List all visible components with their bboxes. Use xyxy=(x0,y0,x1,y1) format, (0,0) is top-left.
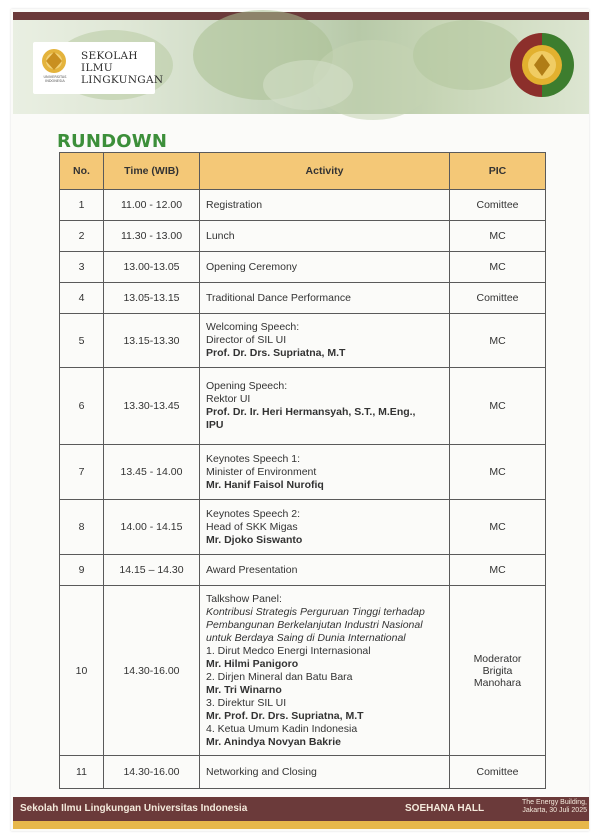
speaker-name: Mr. Djoko Siswanto xyxy=(206,533,303,546)
panelist-role: 1. Dirut Medco Energi Internasional xyxy=(206,644,371,657)
cell-activity: Award Presentation xyxy=(200,555,450,586)
cell-time: 13.45 - 14.00 xyxy=(104,445,200,500)
activity-line: Keynotes Speech 1: xyxy=(206,452,300,465)
cell-time: 14.00 - 14.15 xyxy=(104,500,200,555)
cell-pic: Comittee xyxy=(450,283,546,314)
university-seal-icon xyxy=(509,32,575,98)
speaker-name: Mr. Hanif Faisol Nurofiq xyxy=(206,478,324,491)
cell-no: 10 xyxy=(60,586,104,756)
cell-pic: Comittee xyxy=(450,756,546,789)
cell-activity xyxy=(200,445,450,500)
cell-time: 13.00-13.05 xyxy=(104,252,200,283)
logo-small-text: UNIVERSITAS INDONESIA xyxy=(43,75,67,83)
activity-line: Director of SIL UI xyxy=(206,334,287,346)
cell-pic: MC xyxy=(450,500,546,555)
activity-line: Welcoming Speech: xyxy=(206,321,300,333)
cell-activity: Lunch xyxy=(200,221,450,252)
moderator-name: Brigita xyxy=(482,664,513,677)
cell-time: 13.30-13.45 xyxy=(104,368,200,445)
panelist-name: Mr. Prof. Dr. Drs. Supriatna, M.T xyxy=(206,709,364,722)
cell-activity xyxy=(200,500,450,555)
table-row xyxy=(60,586,546,756)
cell-time: 11.30 - 13.00 xyxy=(104,221,200,252)
activity-line: Minister of Environment xyxy=(206,465,317,478)
moderator-label: Moderator xyxy=(473,652,522,665)
moderator-name: Manohara xyxy=(473,676,522,689)
table-row xyxy=(60,314,546,368)
cell-no: 6 xyxy=(60,368,104,445)
cell-pic: MC xyxy=(450,252,546,283)
cell-no: 9 xyxy=(60,555,104,586)
panel-label: Talkshow Panel: xyxy=(206,592,282,605)
cell-pic: MC xyxy=(450,555,546,586)
speaker-name: Prof. Dr. Ir. Heri Hermansyah, S.T., M.Eng., xyxy=(206,406,416,418)
speaker-name: Prof. Dr. Drs. Supriatna, M.T xyxy=(206,347,346,359)
table-row xyxy=(60,252,546,283)
cell-time: 14.15 – 14.30 xyxy=(104,555,200,586)
footer-org: Sekolah Ilmu Lingkungan Universitas Indonesia xyxy=(20,803,248,814)
panelist-name: Mr. Anindya Novyan Bakrie xyxy=(206,735,341,748)
panel-title: untuk Berdaya Saing di Dunia International xyxy=(206,631,406,644)
table-row xyxy=(60,500,546,555)
cell-activity: Networking and Closing xyxy=(200,756,450,789)
table-row xyxy=(60,368,546,445)
activity-line: Head of SKK Migas xyxy=(206,520,298,533)
footer-hall: SOEHANA HALL xyxy=(405,803,485,814)
cell-no: 7 xyxy=(60,445,104,500)
activity-line: Opening Speech: xyxy=(206,380,288,392)
cell-pic: MC xyxy=(450,221,546,252)
cell-pic: MC xyxy=(450,368,546,445)
panelist-role: 2. Dirjen Mineral dan Batu Bara xyxy=(206,670,353,683)
cell-no: 1 xyxy=(60,190,104,221)
cell-no: 2 xyxy=(60,221,104,252)
cell-pic: MC xyxy=(450,445,546,500)
cell-time: 14.30-16.00 xyxy=(104,756,200,789)
footer-stripe xyxy=(13,821,589,829)
table-header-row xyxy=(60,153,546,190)
footer-venue: The Energy Building, Jakarta, 30 Juli 2025 xyxy=(522,799,587,814)
panelist-role: 3. Direktur SIL UI xyxy=(206,696,287,709)
panelist-name: Mr. Tri Winarno xyxy=(206,683,282,696)
makara-emblem-icon xyxy=(37,46,71,90)
cell-time: 11.00 - 12.00 xyxy=(104,190,200,221)
cell-no: 11 xyxy=(60,756,104,789)
cell-time: 13.15-13.30 xyxy=(104,314,200,368)
table-row xyxy=(60,445,546,500)
table-row xyxy=(60,283,546,314)
cell-activity xyxy=(200,314,450,368)
table-row xyxy=(60,555,546,586)
table-row xyxy=(60,190,546,221)
header-no: No. xyxy=(60,153,104,190)
cell-no: 5 xyxy=(60,314,104,368)
page-title: RUNDOWN xyxy=(57,131,168,152)
activity-line: Rektor UI xyxy=(206,393,251,405)
panelist-name: Mr. Hilmi Panigoro xyxy=(206,657,299,670)
cell-no: 8 xyxy=(60,500,104,555)
footer-bar xyxy=(13,797,589,821)
cell-activity: Registration xyxy=(200,190,450,221)
table-row xyxy=(60,221,546,252)
cell-pic: Comittee xyxy=(450,190,546,221)
cell-activity: Opening Ceremony xyxy=(200,252,450,283)
cell-activity xyxy=(200,586,450,756)
panel-title: Pembangunan Berkelanjutan Industri Nasional xyxy=(206,618,423,631)
cell-no: 4 xyxy=(60,283,104,314)
cell-activity: Traditional Dance Performance xyxy=(200,283,450,314)
logo-text: SEKOLAH ILMU LINGKUNGAN xyxy=(81,50,164,86)
header-time: Time (WIB) xyxy=(104,153,200,190)
header-activity: Activity xyxy=(200,153,450,190)
panel-title: Kontribusi Strategis Perguruan Tinggi terhadap xyxy=(206,605,425,618)
panelist-role: 4. Ketua Umum Kadin Indonesia xyxy=(206,722,358,735)
cell-pic: MC xyxy=(450,314,546,368)
header-pic: PIC xyxy=(450,153,546,190)
sil-logo xyxy=(33,42,164,94)
cell-time: 14.30-16.00 xyxy=(104,586,200,756)
activity-line: Keynotes Speech 2: xyxy=(206,507,300,520)
cell-no: 3 xyxy=(60,252,104,283)
speaker-name: IPU xyxy=(206,419,224,431)
cell-activity xyxy=(200,368,450,445)
rundown-table xyxy=(59,152,546,789)
table-row xyxy=(60,756,546,789)
cell-pic xyxy=(450,586,546,756)
cell-time: 13.05-13.15 xyxy=(104,283,200,314)
